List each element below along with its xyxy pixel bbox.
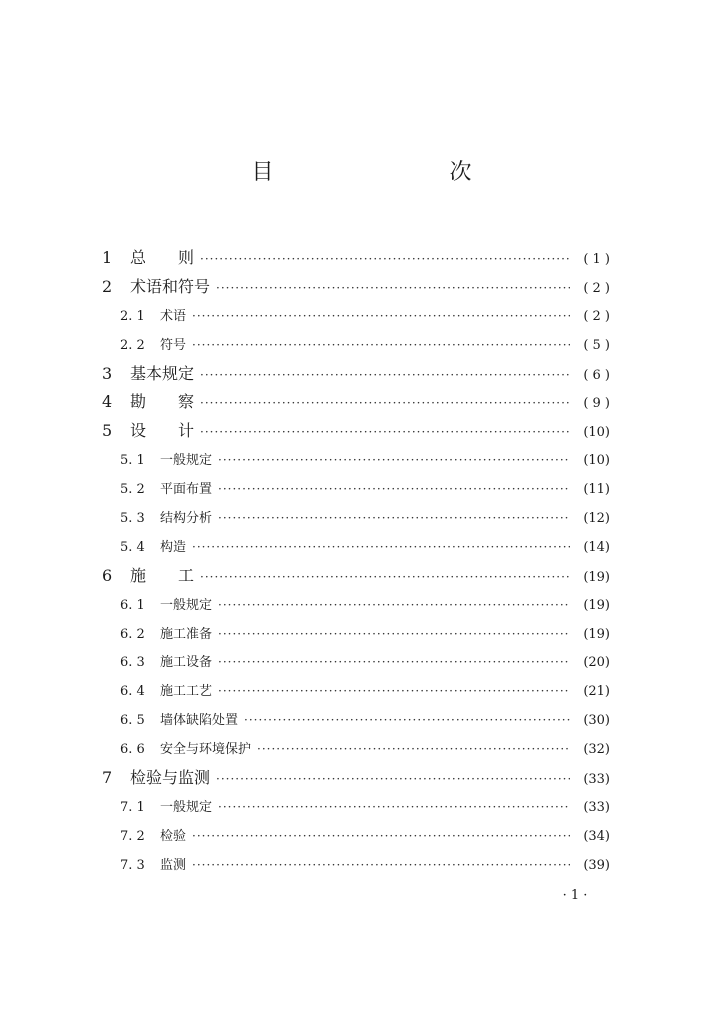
toc-chapter-entry[interactable]: [102, 244, 610, 273]
toc-entry-label: 监测: [160, 857, 187, 873]
toc-entry-label: 检验: [160, 828, 187, 844]
toc-section-entry[interactable]: [102, 648, 610, 677]
toc-section-entry[interactable]: [102, 793, 610, 822]
dot-leader: [216, 765, 570, 794]
dot-leader: [218, 793, 570, 822]
dot-leader: [192, 822, 570, 851]
toc-entry-number: 2: [102, 276, 113, 296]
toc-entry-page: ( 6 ): [583, 367, 610, 383]
toc-entry-label: 检验与监测: [130, 768, 211, 788]
dot-leader: [200, 361, 570, 390]
toc-entry-label: 符号: [160, 337, 187, 353]
toc-entry-page: ( 9 ): [583, 396, 610, 412]
toc-section-entry[interactable]: [102, 851, 610, 880]
dot-leader: [192, 533, 570, 562]
toc-entry-label: 墙体缺陷处置: [160, 713, 239, 729]
toc-section-entry[interactable]: [102, 475, 610, 504]
toc-entry-label: 基本规定: [130, 363, 195, 383]
dot-leader: [257, 735, 570, 764]
dot-leader: [218, 504, 570, 533]
toc-entry-page: (19): [583, 569, 610, 585]
toc-entry-number: 5: [102, 421, 113, 441]
page-title: 目 次: [251, 160, 516, 185]
toc-entry-page: (19): [583, 597, 610, 613]
toc-entry-label: 勘 察: [130, 392, 195, 412]
toc-entry-label: 一般规定: [160, 597, 213, 613]
toc-section-entry[interactable]: [102, 446, 610, 475]
toc-chapter-entry[interactable]: [102, 417, 610, 446]
dot-leader: [218, 446, 570, 475]
toc-chapter-entry[interactable]: [102, 764, 610, 793]
toc-section-entry[interactable]: [102, 677, 610, 706]
toc-section-entry[interactable]: [102, 331, 610, 360]
toc-entry-page: ( 2 ): [583, 308, 610, 324]
toc-entry-page: (12): [583, 511, 610, 527]
dot-leader: [216, 274, 570, 303]
toc-section-entry[interactable]: [102, 822, 610, 851]
toc-entry-page: (19): [583, 626, 610, 642]
toc-entry-number: 2. 1: [120, 308, 145, 324]
dot-leader: [218, 591, 570, 620]
toc-entry-number: 3: [102, 363, 113, 383]
toc-entry-number: 7. 1: [120, 799, 145, 815]
toc-entry-page: (21): [583, 684, 610, 700]
toc-section-entry[interactable]: [102, 533, 610, 562]
dot-leader: [200, 245, 570, 274]
toc-entry-label: 施 工: [130, 565, 195, 585]
toc-section-entry[interactable]: [102, 302, 610, 331]
toc-entry-page: (20): [583, 655, 610, 671]
table-of-contents: [102, 244, 610, 880]
toc-chapter-entry[interactable]: [102, 562, 610, 591]
toc-entry-number: 6. 4: [120, 684, 145, 700]
toc-section-entry[interactable]: [102, 620, 610, 649]
toc-entry-number: 5. 2: [120, 482, 145, 498]
toc-entry-number: 6: [102, 565, 113, 585]
toc-section-entry[interactable]: [102, 504, 610, 533]
dot-leader: [192, 851, 570, 880]
dot-leader: [218, 475, 570, 504]
toc-entry-page: (11): [583, 482, 610, 498]
toc-entry-label: 一般规定: [160, 799, 213, 815]
toc-entry-label: 一般规定: [160, 453, 213, 469]
toc-entry-label: 施工工艺: [160, 684, 213, 700]
dot-leader: [200, 418, 570, 447]
toc-entry-number: 6. 2: [120, 626, 145, 642]
dot-leader: [218, 620, 570, 649]
toc-entry-page: (32): [583, 742, 610, 758]
toc-entry-number: 6. 1: [120, 597, 145, 613]
toc-entry-page: ( 2 ): [583, 280, 610, 296]
dot-leader: [192, 331, 570, 360]
toc-entry-number: 7. 2: [120, 828, 145, 844]
dot-leader: [200, 563, 570, 592]
toc-entry-label: 平面布置: [160, 482, 213, 498]
toc-entry-label: 总 则: [130, 248, 195, 267]
toc-entry-number: 2. 2: [120, 337, 145, 353]
toc-entry-page: (33): [583, 799, 610, 815]
toc-entry-label: 设 计: [130, 421, 195, 441]
toc-entry-page: (10): [583, 453, 610, 469]
toc-entry-page: (14): [583, 539, 610, 555]
toc-entry-number: 5. 3: [120, 511, 145, 527]
toc-entry-label: 术语: [160, 308, 187, 324]
toc-entry-number: 7. 3: [120, 857, 145, 873]
toc-entry-page: ( 1 ): [583, 252, 610, 267]
toc-entry-page: (10): [583, 425, 610, 441]
toc-entry-number: 6. 3: [120, 655, 145, 671]
toc-entry-label: 施工设备: [160, 655, 213, 671]
toc-entry-number: 5. 1: [120, 453, 145, 469]
toc-entry-label: 构造: [160, 539, 187, 555]
toc-section-entry[interactable]: [102, 591, 610, 620]
toc-entry-number: 7: [102, 768, 113, 788]
toc-chapter-entry[interactable]: [102, 360, 610, 389]
toc-entry-label: 术语和符号: [130, 276, 211, 296]
dot-leader: [200, 389, 570, 418]
toc-entry-number: 6. 5: [120, 713, 145, 729]
toc-entry-page: (34): [583, 828, 610, 844]
toc-entry-page: (30): [583, 713, 610, 729]
toc-entry-page: (39): [583, 857, 610, 873]
toc-chapter-entry[interactable]: [102, 388, 610, 417]
toc-section-entry[interactable]: [102, 706, 610, 735]
toc-entry-label: 安全与环境保护: [160, 742, 252, 758]
toc-entry-label: 结构分析: [160, 511, 213, 527]
toc-entry-number: 5. 4: [120, 539, 145, 555]
dot-leader: [192, 302, 570, 331]
page-number: · 1 ·: [562, 888, 588, 903]
toc-entry-label: 施工准备: [160, 626, 213, 642]
toc-section-entry[interactable]: [102, 735, 610, 764]
toc-entry-number: 6. 6: [120, 742, 145, 758]
dot-leader: [218, 648, 570, 677]
toc-entry-number: 1: [102, 248, 113, 267]
toc-entry-page: (33): [583, 772, 610, 788]
dot-leader: [218, 677, 570, 706]
toc-chapter-entry[interactable]: [102, 273, 610, 302]
dot-leader: [244, 706, 570, 735]
toc-entry-number: 4: [102, 392, 113, 412]
toc-entry-page: ( 5 ): [583, 337, 610, 353]
